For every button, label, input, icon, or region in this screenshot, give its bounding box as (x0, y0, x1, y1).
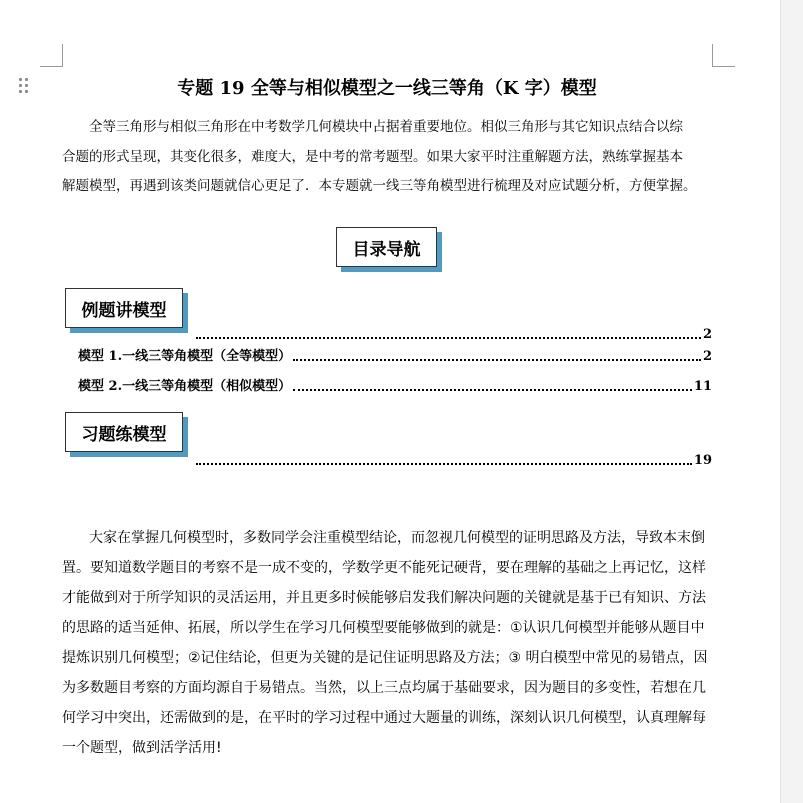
section-heading-examples: 例题讲模型 (65, 288, 183, 328)
toc-entry-model-1[interactable] (78, 346, 712, 364)
toc-entry-section-exercises[interactable] (194, 450, 712, 468)
toc-heading: 目录导航 (336, 227, 437, 267)
toc-leader (196, 463, 692, 465)
body-line: 大家在掌握几何模型时，多数同学会注重模型结论，而忽视几何模型的证明思路及方法，导致本末倒 (89, 530, 705, 546)
toc-entry-label: 模型 1.一线三等角模型（全等模型） (78, 349, 292, 364)
intro-paragraph (62, 113, 712, 202)
intro-line: 全等三角形与相似三角形在中考数学几何模块中占据着重要地位。相似三角形与其它知识点结合以综 (89, 119, 683, 135)
toc-page-number: 2 (702, 349, 712, 364)
toc-leader (293, 389, 692, 391)
margin-corner-top-left (40, 44, 63, 67)
toc-entry-model-2[interactable] (78, 376, 712, 394)
section-heading-exercises: 习题练模型 (65, 412, 183, 452)
document-title: 专题 19 全等与相似模型之一线三等角（K 字）模型 (177, 78, 597, 99)
body-line: 何学习中突出，还需做到的是，在平时的学习过程中通过大题量的训练，深刻认识几何模型，认真理解每 (62, 710, 706, 726)
toc-page-number: 11 (693, 379, 712, 394)
vertical-scrollbar[interactable] (780, 0, 803, 803)
body-paragraph (62, 523, 712, 763)
body-line: 提炼识别几何模型；②记住结论，但更为关键的是记住证明思路及方法；③ 明白模型中常见的易错点，因 (62, 650, 708, 666)
toc-leader (196, 337, 701, 339)
toc-entry-section-examples[interactable] (194, 324, 712, 342)
body-line: 才能做到对于所学知识的灵活运用，并且更多时候能够启发我们解决问题的关键就是基于已有知识、方法 (62, 590, 706, 606)
body-line: 的思路的适当延伸、拓展，所以学生在学习几何模型要能够做到的就是：①认识几何模型并能够从题目中 (62, 620, 705, 636)
drag-handle-icon[interactable] (19, 78, 31, 96)
toc-page-number: 2 (702, 327, 712, 342)
body-line: 置。要知道数学题目的考察不是一成不变的，学数学更不能死记硬背，要在理解的基础之上再记忆，这样 (62, 560, 706, 576)
intro-line: 解题模型，再遇到该类问题就信心更足了．本专题就一线三等角模型进行梳理及对应试题分析，方便掌握。 (62, 178, 697, 194)
toc-leader (293, 359, 701, 361)
margin-corner-top-right (712, 44, 735, 67)
toc-entry-label: 模型 2.一线三等角模型（相似模型） (78, 379, 292, 394)
toc-page-number: 19 (693, 453, 712, 468)
intro-line: 合题的形式呈现，其变化很多，难度大，是中考的常考题型。如果大家平时注重解题方法，熟练掌握基本 (62, 148, 683, 165)
body-line: 一个题型，做到活学活用! (62, 740, 222, 756)
body-line: 为多数题目考察的方面均源自于易错点。当然，以上三点均属于基础要求，因为题目的多变性，若想在几 (62, 680, 706, 696)
